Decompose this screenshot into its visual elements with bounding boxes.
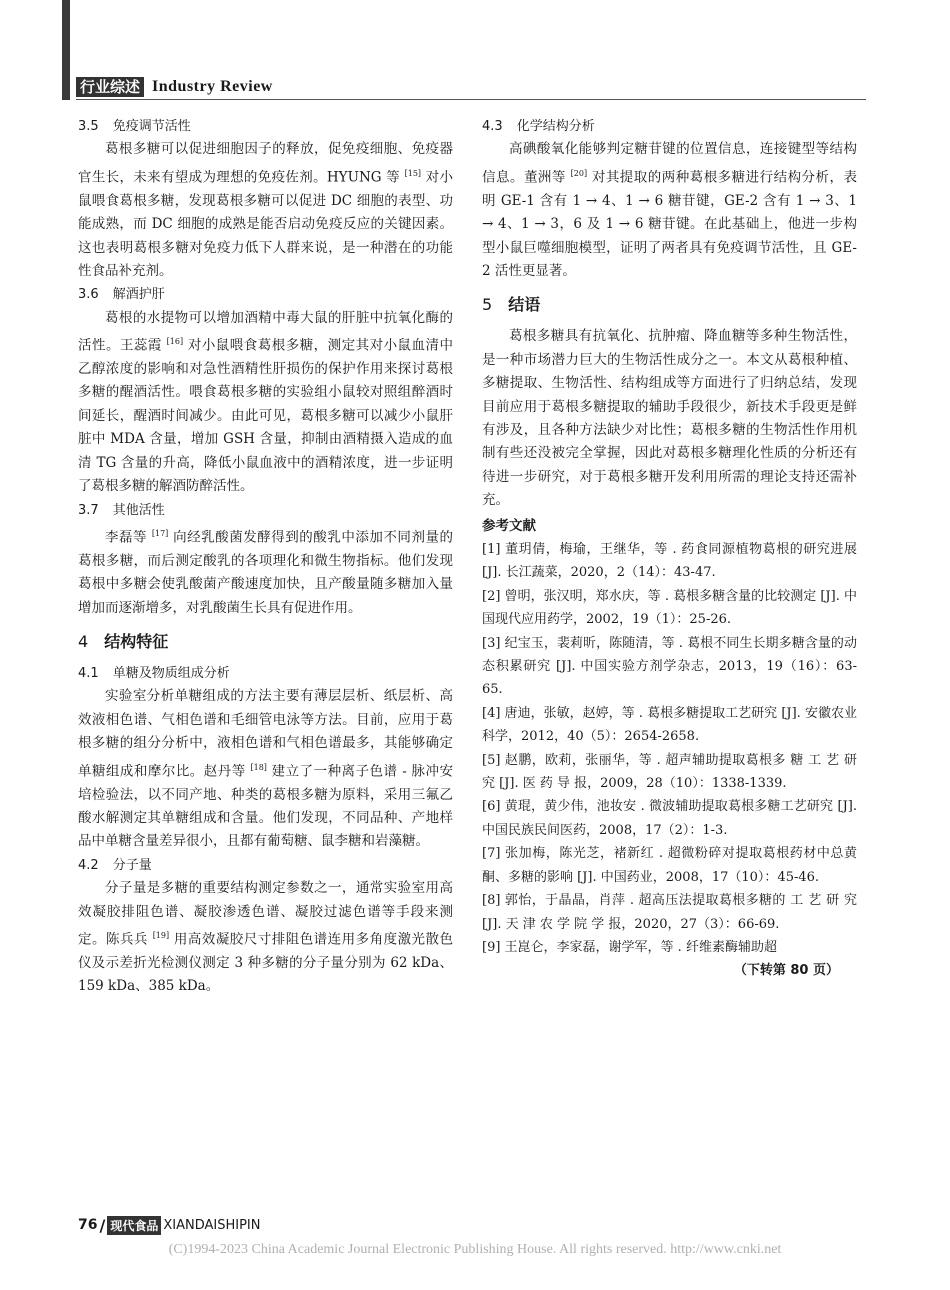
section-number: 5 <box>482 295 493 315</box>
section-number: 4.2 <box>78 857 99 873</box>
section-label-cn: 行业综述 <box>76 77 144 97</box>
section-title: 解酒护肝 <box>112 287 165 303</box>
section-heading <box>482 293 857 317</box>
citation: [20] <box>570 168 588 178</box>
paragraph-text: 对其提取的两种葛根多糖进行结构分析，表明 GE-1 含有 1 → 4、1 → 6 糖苷键，GE-2 含有 1 → 3、1 → 4、1 → 3，6 及 1 → 6 糖苷键。在此基础上，他进一步构型小鼠巨噬细胞模型，证明了两者具有免疫调节活性，且 GE-2 活性更显著。 <box>482 169 857 279</box>
paragraph <box>78 522 453 620</box>
paragraph-text: 葛根的水提物可以增加酒精中毒大鼠的肝脏中抗氧化酶的活性。王蕊霞 <box>78 309 453 354</box>
subsection-heading <box>482 115 857 138</box>
right-column <box>482 115 857 983</box>
side-bar <box>62 0 70 100</box>
subsection-heading <box>78 662 453 685</box>
citation: [16] <box>166 337 184 347</box>
section-number: 3.6 <box>78 287 99 303</box>
section-number: 4.3 <box>482 119 503 134</box>
paragraph-text: 分子量是多糖的重要结构测定参数之一，通常实验室用高效凝胶排阻色谱、凝胶渗透色谱、凝胶过滤色谱等手段来测定。陈兵兵 <box>78 880 453 948</box>
reference-item: [3] 纪宝玉，裴莉昕，陈随清，等 . 葛根不同生长期多糖含量的动态积累研究 [J]. 中国实验方剂学杂志，2013，19（16）：63-65. <box>482 635 857 698</box>
footer-slash: / <box>99 1215 106 1235</box>
footer <box>78 1215 260 1235</box>
paragraph <box>78 877 453 999</box>
paragraph <box>482 325 857 512</box>
citation: [18] <box>250 762 267 772</box>
page-number: 76 <box>78 1217 98 1233</box>
journal-name-cn: 现代食品 <box>107 1216 161 1235</box>
section-title: 结语 <box>508 295 541 315</box>
reference-item: [7] 张加梅，陈光芝，褚新红 . 超微粉碎对提取葛根药材中总黄酮、多糖的影响 [J]. 中国药业，2008，17（10）：45-46. <box>482 846 857 885</box>
section-title: 免疫调节活性 <box>112 119 191 134</box>
subsection-heading <box>78 854 453 877</box>
citation: [17] <box>151 528 169 538</box>
citation: [19] <box>152 931 170 940</box>
section-number: 3.5 <box>78 119 99 134</box>
section-heading <box>78 630 453 654</box>
reference-item: [2] 曾明，张汉明，郑水庆，等 . 葛根多糖含量的比较测定 [J]. 中国现代应用药学，2002，19（1）：25-26. <box>482 588 857 628</box>
reference-item: [8] 郭怡，于晶晶，肖萍 . 超高压法提取葛根多糖的 工 艺 研 究 [J]. 天 津 农 学 院 学 报，2020，27（3）：66-69. <box>482 893 857 932</box>
section-title: 分子量 <box>112 857 152 873</box>
reference-item: [9] 王崑仑，李家磊，谢学军，等 . 纤维素酶辅助超 <box>482 939 777 955</box>
journal-name-en: XIANDAISHIPIN <box>163 1217 261 1233</box>
paragraph-text: 建立了一种离子色谱 - 脉冲安培检验法，以不同产地、种类的葛根多糖为原料，采用三氟乙酸水解测定其单糖组成和含量。他们发现，不同品种、产地样品中单糖含量差异很小，且都有葡萄糖、鼠李糖和岩藻糖。 <box>78 763 454 850</box>
reference-item: [4] 唐迪，张敏，赵婷，等 . 葛根多糖提取工艺研究 [J]. 安徽农业科学，2012，40（5）：2654-2658. <box>482 705 857 745</box>
section-title: 化学结构分析 <box>516 119 595 134</box>
paragraph-text: 葛根多糖具有抗氧化、抗肿瘤、降血糖等多种生物活性，是一种市场潜力巨大的生物活性成分之一。本文从葛根种植、多糖提取、生物活性、结构组成等方面进行了归纳总结，发现目前应用于葛根多糖提取的辅助手段很少，新技术手段更是鲜有涉及，且各种方法缺少对比性；葛根多糖的生物活性作用机制有些还没被完全掌握，因此对葛根多糖理化性质的分析还有待进一步研究，对于葛根多糖开发利用所需的理论支持还需补充。 <box>482 328 857 509</box>
copyright-notice: (C)1994-2023 China Academic Journal Electronic Publishing House. All rights reserved. http://www.cnki.net <box>168 1242 782 1257</box>
section-title: 其他活性 <box>112 502 165 518</box>
paragraph <box>78 307 453 499</box>
paragraph-text: 向经乳酸菌发酵得到的酸乳中添加不同剂量的葛根多糖，而后测定酸乳的各项理化和微生物指标。他们发现葛根中多糖会使乳酸菌产酸速度加快，且产酸量随多糖加入量增加而逐渐增多，对乳酸菌生长具有促进作用。 <box>78 529 453 616</box>
continued-note: （下转第 80 页） <box>733 963 839 979</box>
reference-item: [1] 董玥倩，梅瑜，王继华，等 . 药食同源植物葛根的研究进展 [J]. 长江蔬菜，2020，2（14）：43-47. <box>482 542 857 581</box>
section-label-en: Industry Review <box>152 78 273 95</box>
paragraph <box>78 685 453 853</box>
header-rule <box>76 99 866 100</box>
paragraph-text: 用高效凝胶尺寸排阻色谱连用多角度激光散色仪及示差折光检测仪测定 3 种多糖的分子量分别为 62 kDa、159 kDa、385 kDa。 <box>78 931 454 995</box>
reference-item: [6] 黄琨，黄少伟，池妆安 . 微波辅助提取葛根多糖工艺研究 [J]. 中国民族民间医药，2008，17（2）：1-3. <box>482 799 857 838</box>
paragraph <box>78 138 453 283</box>
subsection-heading <box>78 283 453 306</box>
section-number: 3.7 <box>78 502 99 518</box>
paragraph-text: 对小鼠喂食葛根多糖，发现葛根多糖可以促进 DC 细胞的表型、功能成熟，而 DC 细胞的成熟是能否启动免疫反应的关键因素。这也表明葛根多糖对免疫力低下人群来说，是一种潜在的功能性食品补充剂。 <box>78 169 453 279</box>
subsection-heading <box>78 115 453 138</box>
section-title: 结构特征 <box>104 632 169 652</box>
paragraph-text: 实验室分析单糖组成的方法主要有薄层层析、纸层析、高效液相色谱、气相色谱和毛细管电泳等方法。目前，应用于葛根多糖的组分分析中，液相色谱和气相色谱最多，其能够确定单糖组成和摩尔比。赵丹等 <box>78 688 453 780</box>
paragraph-text: 李磊等 <box>105 529 152 546</box>
section-title: 单糖及物质组成分析 <box>112 666 230 682</box>
references-title: 参考文献 <box>482 517 536 534</box>
section-number: 4 <box>78 632 89 652</box>
citation: [15] <box>404 168 422 178</box>
subsection-heading <box>78 499 453 522</box>
paragraph <box>482 138 857 283</box>
paragraph-text: 对小鼠喂食葛根多糖，测定其对小鼠血清中乙醇浓度的影响和对急性酒精性肝损伤的保护作用来探讨葛根多糖的醒酒活性。喂食葛根多糖的实验组小鼠较对照组醉酒时间延长，醒酒时间减少。由此可见，葛根多糖可以减少小鼠肝脏中 MDA 含量，增加 GSH 含量，抑制由酒精摄入造成的血清 TG 含量的升高，降低小鼠血液中的酒精浓度，进一步证明了葛根多糖的解酒防醉活性。 <box>78 337 453 495</box>
paragraph-text: 高碘酸氧化能够判定糖苷键的位置信息，连接键型等结构信息。董洲等 <box>482 141 857 186</box>
section-number: 4.1 <box>78 666 99 682</box>
paragraph-text: 葛根多糖可以促进细胞因子的释放，促免疫细胞、免疫器官生长，未来有望成为理想的免疫佐剂。HYUNG 等 <box>78 141 453 186</box>
left-column <box>78 115 453 999</box>
reference-item: [5] 赵鹏，欧莉，张丽华，等 . 超声辅助提取葛根多 糖 工 艺 研 究 [J]. 医 药 导 报，2009，28（10）：1338-1339. <box>482 752 857 792</box>
running-header <box>76 77 273 97</box>
